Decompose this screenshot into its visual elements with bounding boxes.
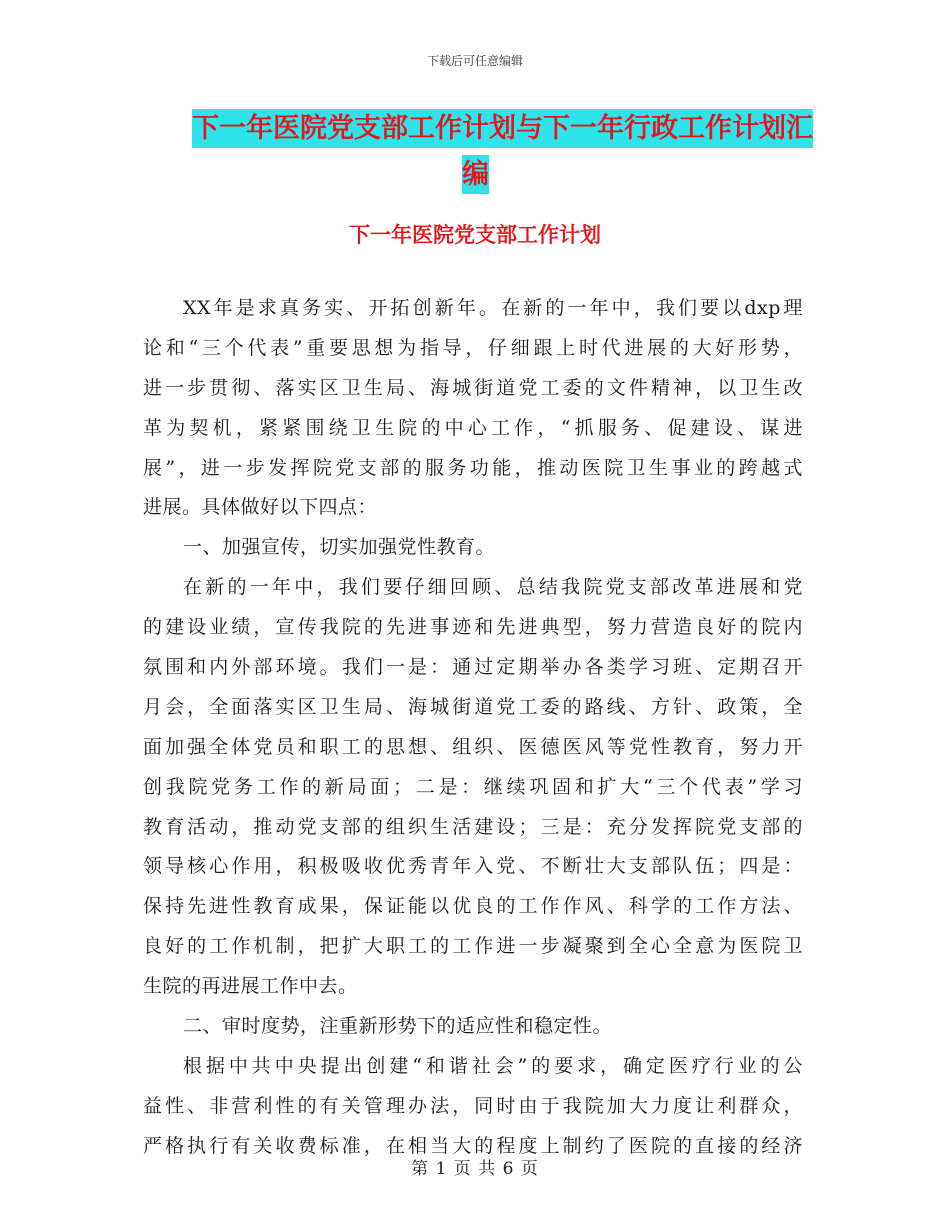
body-line: 面加强全体党员和职工的思想、组织、医德医风等党性教育，努力开 <box>143 735 803 758</box>
body-line: 进展。具体做好以下四点： <box>143 496 378 519</box>
document-title <box>140 106 813 198</box>
title-line-1: 下一年医院党支部工作计划与下一年行政工作计划汇 <box>192 109 813 148</box>
body-line: 展”，进一步发挥院党支部的服务功能，推动医院卫生事业的跨越式 <box>143 456 803 479</box>
body-line: 创我院党务工作的新局面；二是：继续巩固和扩大“三个代表”学习 <box>143 775 803 798</box>
body-text <box>143 289 803 1167</box>
body-line: XX年是求真务实、开拓创新年。在新的一年中，我们要以dxp理 <box>183 297 803 319</box>
body-line: 月会，全面落实区卫生局、海城街道党工委的路线、方针、政策，全 <box>143 695 803 718</box>
page-header-note: 下载后可任意编辑 <box>426 54 523 68</box>
body-line: 教育活动，推动党支部的组织生活建设；三是：充分发挥院党支部的 <box>143 815 803 838</box>
page-number: 第 1 页 共 6 页 <box>411 1159 539 1179</box>
body-line: 严格执行有关收费标准，在相当大的程度上制约了医院的直接的经济 <box>143 1134 803 1157</box>
body-line: 革为契机，紧紧围绕卫生院的中心工作，“抓服务、促建设、谋进 <box>143 416 803 439</box>
section-title: 下一年医院党支部工作计划 <box>349 223 601 247</box>
body-line: 良好的工作机制，把扩大职工的工作进一步凝聚到全心全意为医院卫 <box>143 935 803 958</box>
body-line: 论和“三个代表”重要思想为指导，仔细跟上时代进展的大好形势， <box>143 336 803 359</box>
body-line: 保持先进性教育成果，保证能以优良的工作作风、科学的工作方法、 <box>143 895 803 918</box>
body-line: 根据中共中央提出创建“和谐社会”的要求，确定医疗行业的公 <box>183 1054 803 1077</box>
body-line: 在新的一年中，我们要仔细回顾、总结我院党支部改革进展和党 <box>183 576 803 599</box>
title-line-2: 编 <box>462 155 489 194</box>
body-line: 氛围和内外部环境。我们一是：通过定期举办各类学习班、定期召开 <box>143 656 803 679</box>
body-line: 领导核心作用，积极吸收优秀青年入党、不断壮大支部队伍；四是： <box>143 855 803 878</box>
body-line: 二、审时度势，注重新形势下的适应性和稳定性。 <box>183 1015 613 1038</box>
body-line: 益性、非营利性的有关管理办法，同时由于我院加大力度让利群众， <box>143 1094 803 1117</box>
body-line: 的建设业绩，宣传我院的先进事迹和先进典型，努力营造良好的院内 <box>143 616 803 639</box>
body-line: 生院的再进展工作中去。 <box>143 975 358 998</box>
body-line: 一、加强宣传，切实加强党性教育。 <box>183 536 496 559</box>
body-line: 进一步贯彻、落实区卫生局、海城街道党工委的文件精神，以卫生改 <box>143 376 803 399</box>
